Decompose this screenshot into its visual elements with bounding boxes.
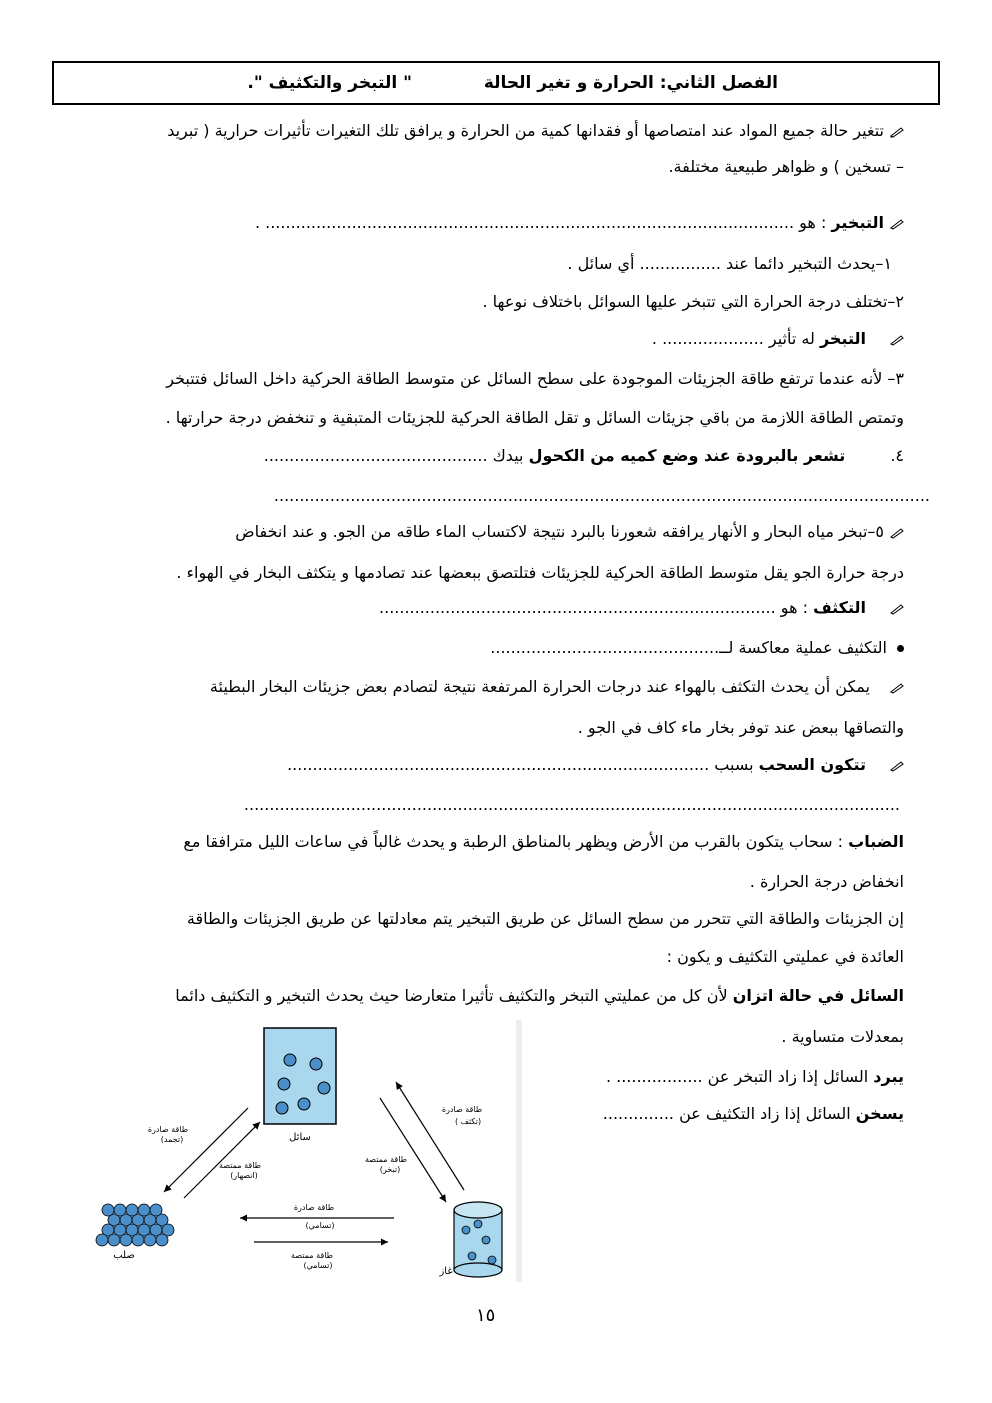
term-label: التبخر xyxy=(819,329,866,348)
bold-text: تتكون السحب xyxy=(758,755,866,774)
bold-text: السائل في حالة اتزان xyxy=(732,986,904,1005)
page-number: ١٥ xyxy=(476,1305,496,1326)
particle xyxy=(276,1102,288,1114)
pen-icon xyxy=(890,527,904,539)
bold-text: يبرد xyxy=(873,1067,904,1086)
paragraph-line xyxy=(667,947,904,967)
liquid-container xyxy=(264,1028,336,1124)
text-line: ٥–تبخر مياه البحار و الأنهار يرافقه شعورنا بالبرد نتيجة لاكتساب الماء طاقه من الجو. و عند انخفاض xyxy=(235,522,884,541)
text-line: إن الجزيئات والطاقة التي تتحرر من سطح السائل عن طريق التبخير يتم معادلتها عن طريق الجزيئات والطاقة xyxy=(186,909,904,928)
blank-line: بسبب ................................................................................... xyxy=(287,755,759,774)
paragraph-line xyxy=(92,909,904,929)
text-line: ١–يحدث التبخير دائما عند ................ أي سائل . xyxy=(567,254,892,273)
pen-icon xyxy=(890,760,904,772)
paragraph-line xyxy=(92,986,904,1006)
term-label: التكثف xyxy=(813,598,866,617)
paragraph-line xyxy=(176,563,904,583)
paragraph-line xyxy=(668,157,904,177)
paragraph-line xyxy=(96,522,904,542)
energy-label: طاقة صادرة xyxy=(441,1105,483,1114)
definition-effect xyxy=(652,329,904,349)
topic-title: " التبخر والتكثيف ". xyxy=(247,73,412,93)
bold-text: يسخن xyxy=(855,1104,904,1123)
pen-icon xyxy=(890,126,904,138)
text-line: لأن كل من عمليتي التبخر والتكثيف تأثيرا متعارضا حيث يحدث التبخير و التكثيف دائما xyxy=(175,986,733,1005)
text-line: – تسخين ) و ظواهر طبيعية مختلفة. xyxy=(668,157,904,176)
header-box xyxy=(52,61,940,105)
particle xyxy=(298,1098,310,1110)
question-line xyxy=(264,446,904,466)
paragraph-line xyxy=(781,1027,904,1047)
term-label: الضباب xyxy=(848,832,904,851)
particle xyxy=(278,1078,290,1090)
paragraph-line xyxy=(64,369,904,389)
header-title: الفصل الثاني: الحرارة و تغير الحالة " التبخر والتكثيف ". xyxy=(247,73,778,93)
process-label: (تبخر) xyxy=(379,1165,401,1174)
blank-line: : هو .............................................................................. xyxy=(379,598,814,617)
blank-line: السائل إذا زاد التكثيف عن .............. xyxy=(602,1104,856,1123)
text-line: : سحاب يتكون بالقرب من الأرض ويظهر بالمناطق الرطبة و يحدث غالباً في ساعات الليل مترافقا مع xyxy=(183,832,849,851)
text-line: انخفاض درجة الحرارة . xyxy=(749,872,904,891)
text-line: ٢–تختلف درجة الحرارة التي تتبخر عليها السوائل باختلاف نوعها . xyxy=(482,292,904,311)
pen-icon xyxy=(890,334,904,346)
blank-line: له تأثير .................... . xyxy=(651,329,820,348)
text-line: يمكن أن يحدث التكثف بالهواء عند درجات الحرارة المرتفعة نتيجة لتصادم بعض جزيئات البخار البطيئة xyxy=(209,677,870,696)
particle xyxy=(310,1058,322,1070)
process-label: (انصهار) xyxy=(230,1171,258,1180)
paragraph-line xyxy=(166,408,904,428)
paragraph-line xyxy=(578,718,904,738)
chapter-label: الفصل الثاني xyxy=(666,73,778,93)
bullet-item xyxy=(490,638,904,658)
term-label: التبخير xyxy=(831,213,884,232)
process-label: (تسامي) xyxy=(305,1221,335,1230)
question-line xyxy=(606,1067,904,1087)
definition-fog xyxy=(94,832,904,852)
bold-text: تشعر بالبرودة عند وضع كميه من الكحول xyxy=(528,446,846,465)
states-of-matter-diagram xyxy=(84,1020,522,1282)
diagram-edge xyxy=(516,1020,522,1282)
text-line: ٣– لأنه عندما ترتفع طاقة الجزيئات الموجودة على سطح السائل عن متوسط الطاقة الحركية داخل السائل فتتبخر xyxy=(166,369,904,388)
paragraph-line xyxy=(64,121,904,141)
chapter-title: الحرارة و تغير الحالة xyxy=(483,73,654,93)
blank-line: السائل إذا زاد التبخر عن ................. . xyxy=(605,1067,874,1086)
definition-condensation xyxy=(379,598,904,618)
pen-icon xyxy=(890,682,904,694)
question-line xyxy=(287,755,904,775)
pen-icon xyxy=(890,218,904,230)
gas-label: غاز xyxy=(439,1266,453,1277)
text-line: تتغير حالة جميع المواد عند امتصاصها أو فقدانها كمية من الحرارة و يرافق تلك التغيرات تأثيرات حرارية ( تبريد xyxy=(167,121,884,140)
energy-label: طاقة صادرة xyxy=(293,1203,335,1212)
paragraph-line xyxy=(104,677,904,697)
definition-evaporation xyxy=(255,213,904,233)
list-item xyxy=(567,254,892,274)
paragraph-line xyxy=(750,872,904,892)
text-line: وتمتص الطاقة اللازمة من باقي جزيئات السائل و تقل الطاقة الحركية للجزيئات المتبقية و تنخفض درجة حرارتها . xyxy=(165,408,904,427)
list-item xyxy=(482,292,904,312)
particle xyxy=(318,1082,330,1094)
text-line: العائدة في عمليتي التكثيف و يكون : xyxy=(666,947,904,966)
text-line: درجة حرارة الجو يقل متوسط الطاقة الحركية للجزيئات فتلتصق ببعضها عند تصادمها و يتكثف البخار في الهواء . xyxy=(176,563,904,582)
energy-label: طاقة ممتصة xyxy=(218,1161,262,1170)
question-line xyxy=(603,1104,904,1124)
text-line: التكثيف عملية معاكسة لــ............................................. xyxy=(490,638,887,657)
item-number: ٤. xyxy=(885,446,904,465)
text-line: بمعدلات متساوية . xyxy=(781,1027,904,1046)
gas-container xyxy=(454,1202,502,1277)
energy-label: طاقة ممتصة xyxy=(364,1155,408,1164)
blank-line xyxy=(244,795,900,815)
process-label: (تكثف ) xyxy=(454,1117,482,1126)
dotted-line: ................................................................................................................................. xyxy=(273,486,930,505)
energy-label: طاقة ممتصة xyxy=(290,1251,334,1260)
energy-label: طاقة صادرة xyxy=(147,1125,189,1134)
bullet-icon xyxy=(897,645,904,652)
blank-line: بيدك ............................................ xyxy=(263,446,529,465)
text-line: والتصاقها ببعض عند توفر بخار ماء كاف في الجو . xyxy=(577,718,904,737)
solid-label: صلب xyxy=(113,1250,135,1261)
blank-line xyxy=(274,486,930,506)
pen-icon xyxy=(890,603,904,615)
process-label: (تجمد) xyxy=(160,1135,184,1144)
dotted-line: ................................................................................................................................. xyxy=(243,795,900,814)
solid-cluster xyxy=(96,1204,174,1246)
particle xyxy=(284,1054,296,1066)
process-label: (تسامي) xyxy=(303,1261,333,1270)
blank-line: : هو ........................................................................................................ . xyxy=(254,213,832,232)
liquid-label: سائل xyxy=(289,1132,311,1143)
